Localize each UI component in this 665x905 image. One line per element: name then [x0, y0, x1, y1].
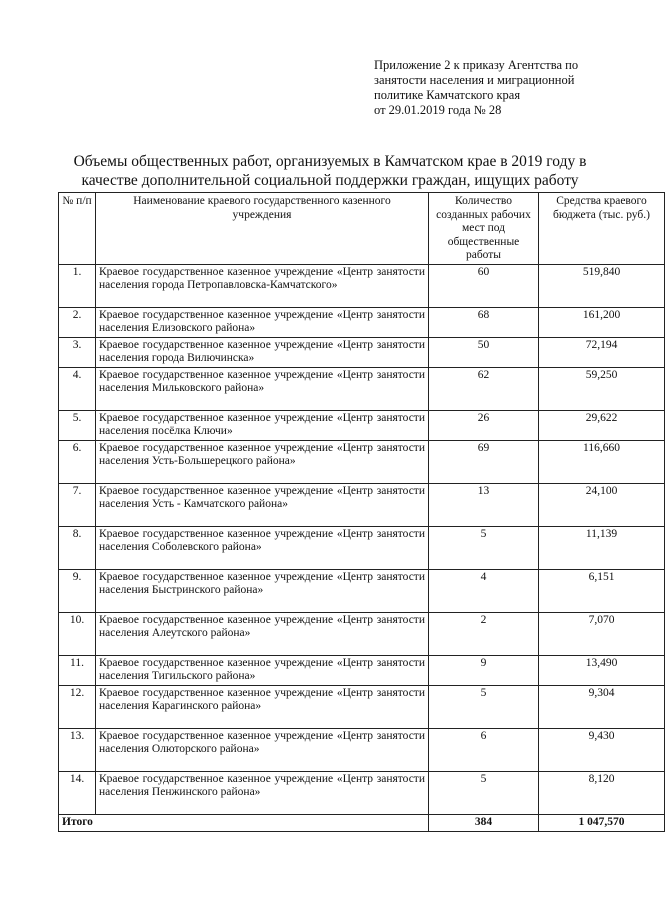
- appendix-note: [374, 58, 614, 118]
- row-name: Краевое государственное казенное учреждение «Центр занятости населения города Вилючинска»: [96, 337, 429, 367]
- header-sum: Средства краевого бюджета (тыс. руб.): [539, 193, 665, 265]
- row-qty: 4: [429, 569, 539, 612]
- row-sum: 519,840: [539, 264, 665, 307]
- table-row: [59, 410, 665, 440]
- row-qty: 62: [429, 367, 539, 410]
- row-num: 9.: [59, 569, 96, 612]
- row-sum: 72,194: [539, 337, 665, 367]
- row-sum: 13,490: [539, 655, 665, 685]
- row-num: 12.: [59, 685, 96, 728]
- table-row: [59, 483, 665, 526]
- row-num: 4.: [59, 367, 96, 410]
- appendix-line: от 29.01.2019 года № 28: [374, 103, 502, 117]
- header-name: Наименование краевого государственного казенного учреждения: [96, 193, 429, 265]
- appendix-line: политике Камчатского края: [374, 88, 521, 102]
- row-qty: 5: [429, 771, 539, 814]
- row-qty: 2: [429, 612, 539, 655]
- row-sum: 9,430: [539, 728, 665, 771]
- header-qty: Количество созданных рабочих мест под общественные работы: [429, 193, 539, 265]
- row-sum: 116,660: [539, 440, 665, 483]
- row-qty: 9: [429, 655, 539, 685]
- row-sum: 9,304: [539, 685, 665, 728]
- row-qty: 26: [429, 410, 539, 440]
- total-row: [59, 814, 665, 831]
- table-row: [59, 367, 665, 410]
- row-num: 14.: [59, 771, 96, 814]
- table-row: [59, 526, 665, 569]
- row-name: Краевое государственное казенное учреждение «Центр занятости населения города Петропавловска-Камчатского»: [96, 264, 429, 307]
- table-row: [59, 569, 665, 612]
- row-qty: 6: [429, 728, 539, 771]
- works-table: [58, 192, 665, 832]
- row-qty: 13: [429, 483, 539, 526]
- row-num: 10.: [59, 612, 96, 655]
- row-qty: 60: [429, 264, 539, 307]
- row-sum: 161,200: [539, 307, 665, 337]
- row-sum: 7,070: [539, 612, 665, 655]
- row-name: Краевое государственное казенное учреждение «Центр занятости населения Соболевского района»: [96, 526, 429, 569]
- row-num: 13.: [59, 728, 96, 771]
- row-sum: 59,250: [539, 367, 665, 410]
- row-num: 6.: [59, 440, 96, 483]
- table-row: [59, 728, 665, 771]
- row-num: 2.: [59, 307, 96, 337]
- table-row: [59, 685, 665, 728]
- table-row: [59, 655, 665, 685]
- row-sum: 11,139: [539, 526, 665, 569]
- row-name: Краевое государственное казенное учреждение «Центр занятости населения Алеутского района»: [96, 612, 429, 655]
- table-row: [59, 440, 665, 483]
- row-num: 7.: [59, 483, 96, 526]
- table-header-row: [59, 193, 665, 265]
- row-name: Краевое государственное казенное учреждение «Центр занятости населения Олюторского района»: [96, 728, 429, 771]
- row-qty: 5: [429, 685, 539, 728]
- row-name: Краевое государственное казенное учреждение «Центр занятости населения Быстринского района»: [96, 569, 429, 612]
- row-name: Краевое государственное казенное учреждение «Центр занятости населения Усть-Большерецкого района»: [96, 440, 429, 483]
- header-num: № п/п: [59, 193, 96, 265]
- appendix-line: Приложение 2 к приказу Агентства по: [374, 58, 579, 72]
- row-name: Краевое государственное казенное учреждение «Центр занятости населения Тигильского района»: [96, 655, 429, 685]
- row-qty: 5: [429, 526, 539, 569]
- row-qty: 69: [429, 440, 539, 483]
- row-num: 5.: [59, 410, 96, 440]
- row-num: 11.: [59, 655, 96, 685]
- total-sum: 1 047,570: [539, 814, 665, 831]
- table-row: [59, 264, 665, 307]
- row-sum: 6,151: [539, 569, 665, 612]
- total-label: Итого: [59, 814, 429, 831]
- table-row: [59, 307, 665, 337]
- row-name: Краевое государственное казенное учреждение «Центр занятости населения Усть - Камчатского района»: [96, 483, 429, 526]
- appendix-line: занятости населения и миграционной: [374, 73, 575, 87]
- row-num: 3.: [59, 337, 96, 367]
- row-qty: 50: [429, 337, 539, 367]
- row-name: Краевое государственное казенное учреждение «Центр занятости населения Мильковского района»: [96, 367, 429, 410]
- row-num: 1.: [59, 264, 96, 307]
- table-row: [59, 337, 665, 367]
- total-qty: 384: [429, 814, 539, 831]
- row-name: Краевое государственное казенное учреждение «Центр занятости населения Пенжинского района»: [96, 771, 429, 814]
- row-name: Краевое государственное казенное учреждение «Центр занятости населения посёлка Ключи»: [96, 410, 429, 440]
- row-name: Краевое государственное казенное учреждение «Центр занятости населения Карагинского района»: [96, 685, 429, 728]
- row-sum: 8,120: [539, 771, 665, 814]
- row-num: 8.: [59, 526, 96, 569]
- row-sum: 29,622: [539, 410, 665, 440]
- row-sum: 24,100: [539, 483, 665, 526]
- row-qty: 68: [429, 307, 539, 337]
- table-row: [59, 612, 665, 655]
- table-row: [59, 771, 665, 814]
- row-name: Краевое государственное казенное учреждение «Центр занятости населения Елизовского района»: [96, 307, 429, 337]
- document-title: Объемы общественных работ, организуемых в Камчатском крае в 2019 году в качестве дополнительной социальной поддержки граждан, ищущих работу: [73, 153, 587, 189]
